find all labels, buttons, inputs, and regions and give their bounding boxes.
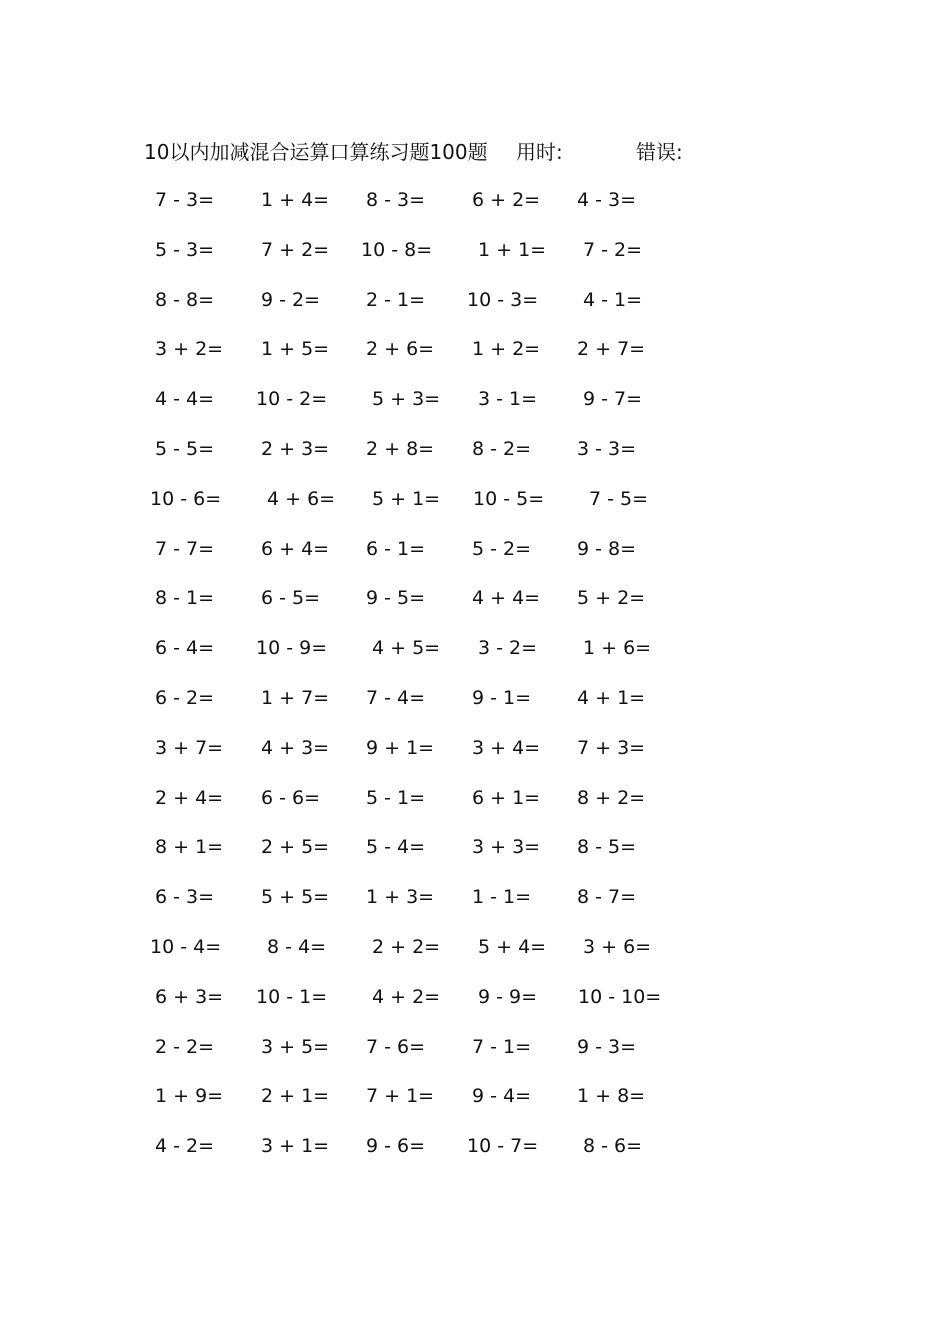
problem-item: 9 - 9= — [478, 985, 538, 1008]
problem-item: 6 - 2= — [155, 686, 215, 709]
problem-item: 6 + 3= — [155, 985, 224, 1008]
problem-item: 1 + 8= — [577, 1085, 646, 1108]
problem-item: 6 - 3= — [155, 886, 215, 909]
problem-item: 8 - 8= — [155, 288, 215, 311]
problem-item: 7 - 6= — [366, 1035, 426, 1058]
problem-item: 7 - 2= — [583, 238, 643, 261]
problem-item: 2 + 7= — [577, 338, 646, 361]
problem-row — [0, 236, 950, 286]
problem-item: 10 - 3= — [467, 288, 539, 311]
problem-item: 3 - 1= — [478, 388, 538, 411]
problem-row — [0, 286, 950, 336]
problem-item: 5 + 5= — [261, 886, 330, 909]
problem-row — [0, 385, 950, 435]
problem-row — [0, 485, 950, 535]
problem-row — [0, 584, 950, 634]
problem-item: 1 + 1= — [478, 238, 547, 261]
problem-item: 10 - 9= — [256, 637, 328, 660]
problem-item: 8 - 2= — [472, 437, 532, 460]
problem-item: 8 - 7= — [577, 886, 637, 909]
problem-item: 2 + 8= — [366, 437, 435, 460]
problem-item: 6 + 4= — [261, 537, 330, 560]
problem-item: 3 + 5= — [261, 1035, 330, 1058]
problem-item: 7 - 7= — [155, 537, 215, 560]
problem-row — [0, 1132, 950, 1182]
problem-item: 8 - 6= — [583, 1135, 643, 1158]
problem-item: 8 + 2= — [577, 786, 646, 809]
problem-item: 7 - 4= — [366, 686, 426, 709]
problem-item: 5 + 4= — [478, 935, 547, 958]
problem-row — [0, 784, 950, 834]
problem-item: 4 - 1= — [583, 288, 643, 311]
problem-item: 2 + 4= — [155, 786, 224, 809]
problem-item: 1 - 1= — [472, 886, 532, 909]
problem-item: 9 - 3= — [577, 1035, 637, 1058]
problem-item: 2 - 1= — [366, 288, 426, 311]
problem-item: 4 - 3= — [577, 189, 637, 211]
problem-item: 9 - 6= — [366, 1135, 426, 1158]
problem-item: 1 + 7= — [261, 686, 330, 709]
problem-item: 1 + 9= — [155, 1085, 224, 1108]
problem-item: 6 + 2= — [472, 189, 541, 211]
problem-item: 7 + 2= — [261, 238, 330, 261]
problem-item: 4 + 5= — [372, 637, 441, 660]
problem-item: 9 - 1= — [472, 686, 532, 709]
problem-row — [0, 684, 950, 734]
problem-item: 1 + 4= — [261, 189, 330, 211]
problem-item: 4 + 1= — [577, 686, 646, 709]
problem-item: 10 - 5= — [473, 487, 545, 510]
problem-item: 7 - 5= — [589, 487, 649, 510]
problem-item: 9 - 5= — [366, 587, 426, 610]
problem-item: 6 - 4= — [155, 637, 215, 660]
problem-item: 1 + 3= — [366, 886, 435, 909]
problem-item: 10 - 8= — [361, 238, 433, 261]
problem-row — [0, 335, 950, 385]
problem-item: 4 - 4= — [155, 388, 215, 411]
problem-item: 10 - 4= — [150, 935, 222, 958]
problem-item: 4 + 3= — [261, 736, 330, 759]
problem-item: 9 - 7= — [583, 388, 643, 411]
problem-row — [0, 1033, 950, 1083]
problem-item: 1 + 5= — [261, 338, 330, 361]
problem-grid — [0, 186, 950, 1182]
problem-item: 7 + 1= — [366, 1085, 435, 1108]
problem-item: 3 + 4= — [472, 736, 541, 759]
problem-item: 5 + 3= — [372, 388, 441, 411]
problem-item: 5 - 3= — [155, 238, 215, 261]
problem-item: 6 - 5= — [261, 587, 321, 610]
problem-item: 9 - 8= — [577, 537, 637, 560]
problem-item: 2 - 2= — [155, 1035, 215, 1058]
problem-item: 1 + 2= — [472, 338, 541, 361]
problem-row — [0, 734, 950, 784]
problem-row — [0, 186, 950, 236]
problem-item: 7 - 1= — [472, 1035, 532, 1058]
problem-row — [0, 933, 950, 983]
problem-item: 4 + 4= — [472, 587, 541, 610]
problem-row — [0, 883, 950, 933]
problem-item: 3 + 3= — [472, 836, 541, 859]
problem-item: 9 - 4= — [472, 1085, 532, 1108]
problem-row — [0, 435, 950, 485]
problem-row — [0, 535, 950, 585]
problem-item: 6 - 1= — [366, 537, 426, 560]
problem-item: 10 - 7= — [467, 1135, 539, 1158]
problem-item: 8 - 5= — [577, 836, 637, 859]
problem-item: 2 + 5= — [261, 836, 330, 859]
problem-item: 2 + 3= — [261, 437, 330, 460]
problem-item: 5 - 2= — [472, 537, 532, 560]
errors-label: 错误: — [636, 140, 683, 164]
problem-item: 9 + 1= — [366, 736, 435, 759]
problem-item: 5 + 1= — [372, 487, 441, 510]
problem-row — [0, 1082, 950, 1132]
problem-item: 7 + 3= — [577, 736, 646, 759]
problem-item: 7 - 3= — [155, 189, 215, 211]
problem-item: 1 + 6= — [583, 637, 652, 660]
problem-row — [0, 634, 950, 684]
problem-item: 8 - 4= — [267, 935, 327, 958]
problem-row — [0, 833, 950, 883]
problem-item: 3 + 7= — [155, 736, 224, 759]
problem-item: 10 - 6= — [150, 487, 222, 510]
problem-item: 3 + 2= — [155, 338, 224, 361]
problem-item: 5 + 2= — [577, 587, 646, 610]
problem-item: 3 - 3= — [577, 437, 637, 460]
problem-item: 5 - 1= — [366, 786, 426, 809]
problem-item: 8 - 3= — [366, 189, 426, 211]
problem-item: 8 - 1= — [155, 587, 215, 610]
problem-item: 4 + 6= — [267, 487, 336, 510]
problem-item: 6 + 1= — [472, 786, 541, 809]
problem-item: 10 - 1= — [256, 985, 328, 1008]
problem-item: 5 - 4= — [366, 836, 426, 859]
problem-item: 3 - 2= — [478, 637, 538, 660]
worksheet-title: 10以内加减混合运算口算练习题100题 — [144, 140, 488, 164]
problem-item: 2 + 2= — [372, 935, 441, 958]
problem-item: 5 - 5= — [155, 437, 215, 460]
problem-item: 2 + 1= — [261, 1085, 330, 1108]
problem-row — [0, 983, 950, 1033]
problem-item: 8 + 1= — [155, 836, 224, 859]
problem-item: 2 + 6= — [366, 338, 435, 361]
problem-item: 10 - 10= — [578, 985, 662, 1008]
problem-item: 4 + 2= — [372, 985, 441, 1008]
problem-item: 3 + 1= — [261, 1135, 330, 1158]
problem-item: 3 + 6= — [583, 935, 652, 958]
time-used-label: 用时: — [516, 140, 563, 164]
problem-item: 4 - 2= — [155, 1135, 215, 1158]
problem-item: 10 - 2= — [256, 388, 328, 411]
problem-item: 6 - 6= — [261, 786, 321, 809]
problem-item: 9 - 2= — [261, 288, 321, 311]
